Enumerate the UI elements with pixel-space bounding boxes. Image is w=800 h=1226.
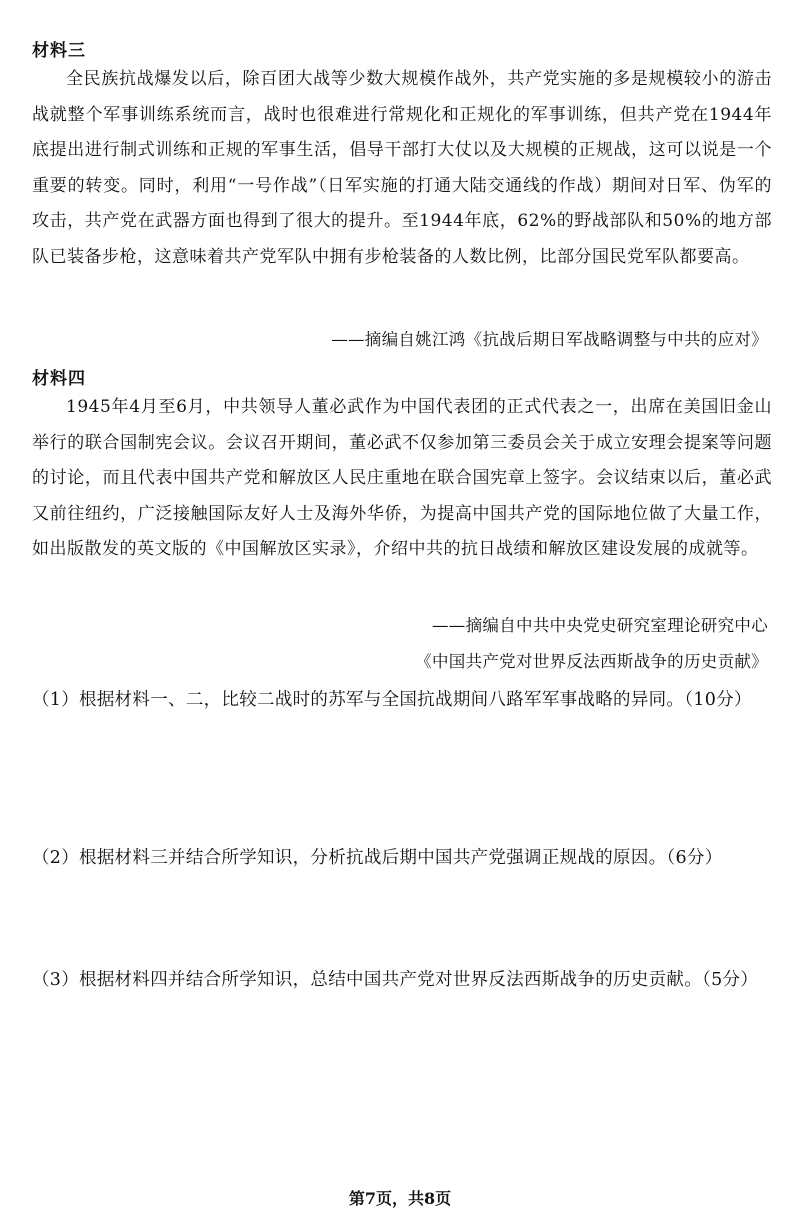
material4-heading: 材料四 [32, 369, 86, 389]
material4-source-line1: ——摘编自中共中央党史研究室理论研究中心 [432, 616, 768, 635]
material3-heading: 材料三 [32, 41, 86, 61]
question-3: （3）根据材料四并结合所学知识，总结中国共产党对世界反法西斯战争的历史贡献。（5分） [32, 970, 759, 990]
material3-source: ——摘编自姚江鸿《抗战后期日军战略调整与中共的应对》 [331, 330, 768, 349]
question-2: （2）根据材料三并结合所学知识，分析抗战后期中国共产党强调正规战的原因。（6分） [32, 848, 723, 868]
page-number: 第7页，共8页 [348, 1189, 452, 1208]
material3-paragraph: 全民族抗战爆发以后，除百团大战等少数大规模作战外，共产党实施的多是规模较小的游击战就整个军事训练系统而言，战时也很难进行常规化和正规化的军事训练，但共产党在1944年底提出进行制式训练和正规的军事生活，倡导干部打大仗以及大规模的正规战，这可以说是一个重要的转变。同时，利用“一号作战”（日军实施的打通大陆交通线的作战）期间对日军、伪军的攻击，共产党在武器方面也得到了很大的提升。至1944年底，62%的野战部队和50%的地方部队已装备步枪，这意味着共产党军队中拥有步枪装备的人数比例，比部分国民党军队都要高。 [32, 69, 772, 267]
material4-source-line2: 《中国共产党对世界反法西斯战争的历史贡献》 [415, 652, 768, 671]
question-1: （1）根据材料一、二，比较二战时的苏军与全国抗战期间八路军军事战略的异同。（10分） [32, 690, 752, 710]
material4-paragraph: 1945年4月至6月，中共领导人董必武作为中国代表团的正式代表之一，出席在美国旧金山举行的联合国制宪会议。会议召开期间，董必武不仅参加第三委员会关于成立安理会提案等问题的讨论，而且代表中国共产党和解放区人民庄重地在联合国宪章上签字。会议结束以后，董必武又前往纽约，广泛接触国际友好人士及海外华侨，为提高中国共产党的国际地位做了大量工作，如出版散发的英文版的《中国解放区实录》，介绍中共的抗日战绩和解放区建设发展的成就等。 [32, 397, 772, 559]
